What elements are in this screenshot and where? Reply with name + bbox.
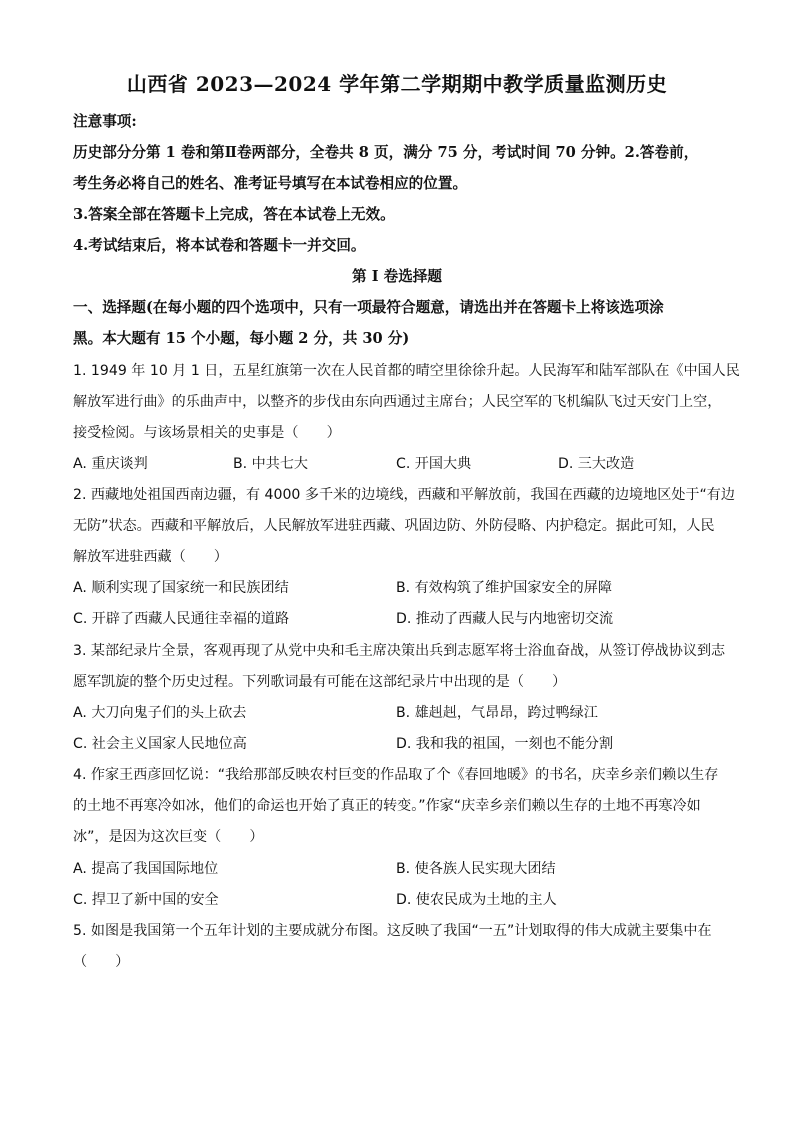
question-5-text: 5. 如图是我国第一个五年计划的主要成就分布图。这反映了我国“一五”计划取得的伟大成就主要集中在 (73, 923, 712, 939)
question-2-option-d: D. 推动了西藏人民与内地密切交流 (396, 611, 614, 627)
question-4-option-a: A. 提高了我国国际地位 (73, 861, 219, 877)
question-4-text: 冰”，是因为这次巨变（ ） (73, 829, 264, 845)
section-title: 第 I 卷选择题 (352, 268, 442, 285)
question-1-option-a: A. 重庆谈判 (73, 456, 148, 472)
question-2-text: 2. 西藏地处祖国西南边疆，有 4000 多千米的边境线，西藏和平解放前，我国在西藏的边境地区处于“有边 (73, 487, 735, 503)
part-heading: 一、选择题(在每小题的四个选项中，只有一项最符合题意，请选出并在答题卡上将该选项涂 (73, 299, 664, 316)
question-3-text: 3. 某部纪录片全景，客观再现了从党中央和毛主席决策出兵到志愿军将士浴血奋战，从签订停战协议到志 (73, 643, 726, 659)
notice-line: 4.考试结束后，将本试卷和答题卡一并交回。 (73, 237, 366, 254)
question-5-text: （ ） (73, 954, 130, 970)
question-3-option-b: B. 雄赳赳，气昂昂，跨过鸭绿江 (396, 705, 598, 721)
notice-line: 3.答案全部在答题卡上完成，答在本试卷上无效。 (73, 206, 395, 223)
question-3-option-a: A. 大刀向鬼子们的头上砍去 (73, 705, 247, 721)
page-title: 山西省 2023—2024 学年第二学期期中教学质量监测历史 (126, 72, 668, 96)
question-1-text: 解放军进行曲》的乐曲声中，以整齐的步伐由东向西通过主席台；人民空军的飞机编队飞过天安门上空， (73, 394, 722, 410)
question-3-option-d: D. 我和我的祖国，一刻也不能分割 (396, 736, 614, 752)
question-1-text: 1. 1949 年 10 月 1 日，五星红旗第一次在人民首都的晴空里徐徐升起。人民海军和陆军部队在《中国人民 (73, 363, 740, 379)
question-2-option-a: A. 顺利实现了国家统一和民族团结 (73, 580, 289, 596)
notice-line: 历史部分分第 1 卷和第Ⅱ卷两部分，全卷共 8 页，满分 75 分，考试时间 70 分钟。2.答卷前， (73, 144, 699, 161)
question-3-text: 愿军凯旋的整个历史过程。下列歌词最有可能在这部纪录片中出现的是（ ） (73, 674, 567, 690)
question-1-option-c: C. 开国大典 (396, 456, 472, 472)
question-2-text: 无防”状态。西藏和平解放后，人民解放军进驻西藏、巩固边防、外防侵略、内护稳定。据此可知，人民 (73, 518, 715, 534)
notice-line: 考生务必将自己的姓名、准考证号填写在本试卷相应的位置。 (73, 175, 468, 192)
question-2-option-b: B. 有效构筑了维护国家安全的屏障 (396, 580, 612, 596)
question-1-option-d: D. 三大改造 (558, 456, 635, 472)
question-1-option-b: B. 中共七大 (233, 456, 309, 472)
question-4-option-c: C. 捍卫了新中国的安全 (73, 892, 219, 908)
question-2-text: 解放军进驻西藏（ ） (73, 549, 229, 565)
question-4-option-b: B. 使各族人民实现大团结 (396, 861, 556, 877)
question-4-text: 的土地不再寒冷如冰，他们的命运也开始了真正的转变。”作家“庆幸乡亲们赖以生存的土地不再寒冷如 (73, 798, 701, 814)
question-2-option-c: C. 开辟了西藏人民通往幸福的道路 (73, 611, 290, 627)
notice-heading: 注意事项: (73, 113, 137, 130)
question-3-option-c: C. 社会主义国家人民地位高 (73, 736, 247, 752)
question-1-text: 接受检阅。与该场景相关的史事是（ ） (73, 425, 341, 441)
part-heading: 黑。本大题有 15 个小题，每小题 2 分，共 30 分) (73, 330, 410, 347)
question-4-option-d: D. 使农民成为土地的主人 (396, 892, 557, 908)
question-4-text: 4. 作家王西彦回忆说：“我给那部反映农村巨变的作品取了个《春回地暖》的书名，庆幸乡亲们赖以生存 (73, 767, 719, 783)
